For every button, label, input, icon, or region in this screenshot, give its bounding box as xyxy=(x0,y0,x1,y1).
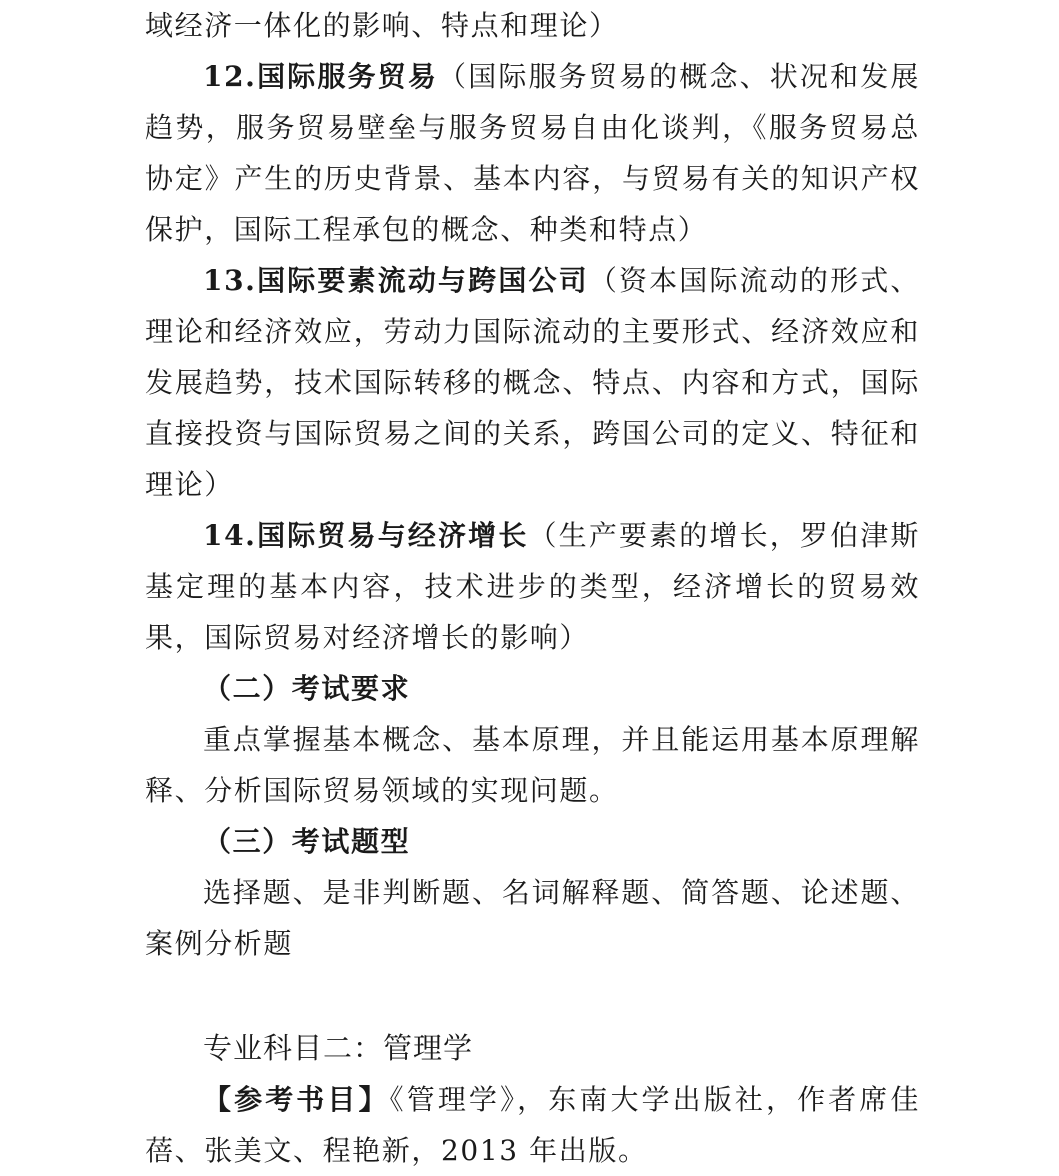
section-3-heading: （三）考试题型 xyxy=(203,825,411,858)
section-spacer xyxy=(145,969,920,1023)
intro-tail-paragraph: 域经济一体化的影响、特点和理论） xyxy=(145,9,619,42)
item-12-detail: （国际服务贸易的概念、状况和发展趋势，服务贸易壁垒与服务贸易自由化谈判，《服务贸易总协定》产生的历史背景、基本内容，与贸易有关的知识产权保护，国际工程承包的概念、种类和特点） xyxy=(145,60,920,246)
item-13-paragraph xyxy=(145,255,920,510)
item-14-paragraph xyxy=(145,510,920,663)
reference-books-text: 《管理学》，东南大学出版社，作者席佳蓓、张美文、程艳新，2013 年出版。 xyxy=(145,1083,920,1167)
item-13-title: 13.国际要素流动与跨国公司 xyxy=(203,264,589,297)
item-14-detail: （生产要素的增长，罗伯津斯基定理的基本内容，技术进步的类型，经济增长的贸易效果，国际贸易对经济增长的影响） xyxy=(145,519,920,654)
item-12-paragraph xyxy=(145,51,920,255)
section-3-text: 选择题、是非判断题、名词解释题、简答题、论述题、案例分析题 xyxy=(145,876,920,960)
document-page xyxy=(145,0,920,1176)
item-14-title: 14.国际贸易与经济增长 xyxy=(203,519,529,552)
section-2-heading: （二）考试要求 xyxy=(203,672,411,705)
section-2-text: 重点掌握基本概念、基本原理，并且能运用基本原理解释、分析国际贸易领域的实现问题。 xyxy=(145,723,920,807)
subject-2-title: 专业科目二：管理学 xyxy=(203,1031,474,1065)
reference-books-label: 【参考书目】 xyxy=(203,1083,390,1116)
item-13-detail: （资本国际流动的形式、理论和经济效应，劳动力国际流动的主要形式、经济效应和发展趋势，技术国际转移的概念、特点、内容和方式，国际直接投资与国际贸易之间的关系，跨国公司的定义、特征和理论） xyxy=(145,264,920,501)
reference-books-paragraph xyxy=(145,1074,920,1176)
item-12-title: 12.国际服务贸易 xyxy=(203,60,439,93)
